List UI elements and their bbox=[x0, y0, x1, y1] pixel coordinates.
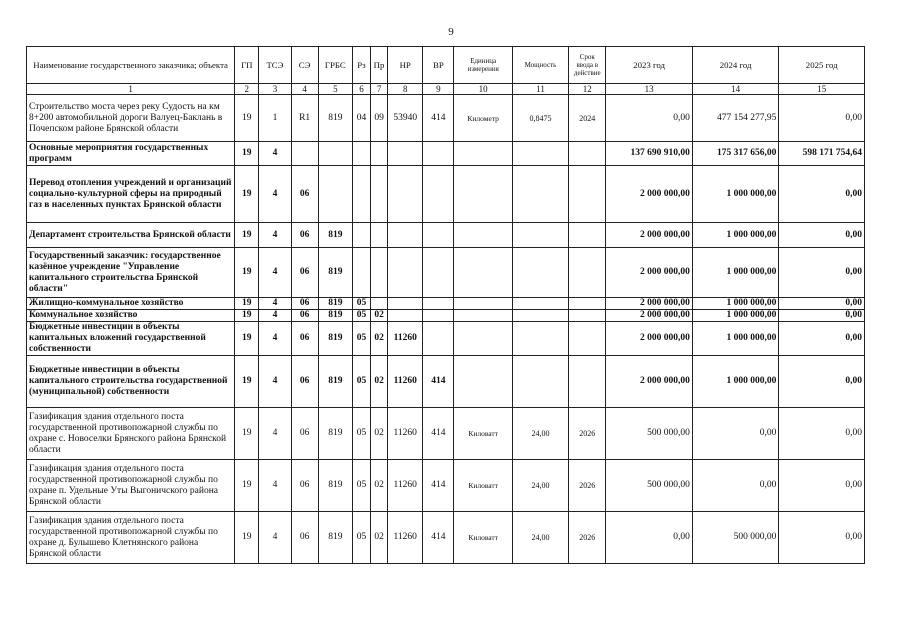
table-row bbox=[27, 166, 865, 223]
table-cell: 0,00 bbox=[692, 460, 779, 512]
header-cell: Мощность bbox=[512, 47, 568, 84]
table-cell: 137 690 910,00 bbox=[606, 142, 693, 166]
table-row bbox=[27, 223, 865, 248]
table-cell: 0,8475 bbox=[512, 95, 568, 142]
table-cell: 1 bbox=[259, 95, 291, 142]
table-cell: 4 bbox=[259, 408, 291, 460]
table-cell: 11260 bbox=[388, 408, 423, 460]
table-cell bbox=[454, 310, 512, 322]
table-cell: 819 bbox=[318, 298, 352, 310]
table-cell bbox=[512, 248, 568, 298]
table-cell bbox=[423, 298, 454, 310]
column-number: 13 bbox=[606, 84, 693, 95]
table-row bbox=[27, 95, 865, 142]
table-cell bbox=[423, 142, 454, 166]
table-row bbox=[27, 322, 865, 356]
table-row bbox=[27, 460, 865, 512]
header-cell: СЭ bbox=[291, 47, 318, 84]
header-cell: ТСЭ bbox=[259, 47, 291, 84]
table-cell: 500 000,00 bbox=[606, 408, 693, 460]
table-cell: 819 bbox=[318, 322, 352, 356]
table-cell: 11260 bbox=[388, 460, 423, 512]
column-number: 2 bbox=[235, 84, 259, 95]
table-cell: 477 154 277,95 bbox=[692, 95, 779, 142]
table-cell: 819 bbox=[318, 223, 352, 248]
table-cell bbox=[388, 142, 423, 166]
page-number: 9 bbox=[448, 26, 454, 38]
table-cell: 819 bbox=[318, 310, 352, 322]
table-cell: 06 bbox=[291, 322, 318, 356]
table-cell: 2 000 000,00 bbox=[606, 298, 693, 310]
table-cell bbox=[569, 142, 606, 166]
table-row bbox=[27, 248, 865, 298]
table-cell: 0,00 bbox=[779, 95, 865, 142]
object-name-cell: Государственный заказчик: государственное казённое учреждение "Управление капитального строительства Брянской области" bbox=[27, 248, 235, 298]
table-cell: 2026 bbox=[569, 408, 606, 460]
object-name-cell: Газификация здания отдельного поста государственной противопожарной службы по охране п. Удельные Уты Выгоничского района Брянской области bbox=[27, 460, 235, 512]
table-cell bbox=[423, 248, 454, 298]
table-cell: 819 bbox=[318, 356, 352, 408]
table-cell: 19 bbox=[235, 166, 259, 223]
table-cell: 53940 bbox=[388, 95, 423, 142]
header-cell: ВР bbox=[423, 47, 454, 84]
table-cell: 05 bbox=[352, 408, 370, 460]
table-cell: 24,00 bbox=[512, 460, 568, 512]
table-cell: 819 bbox=[318, 512, 352, 564]
table-cell: 11260 bbox=[388, 512, 423, 564]
object-name-cell: Бюджетные инвестиции в объекты капитальных вложений государственной собственности bbox=[27, 322, 235, 356]
table-cell bbox=[569, 298, 606, 310]
table-cell: 09 bbox=[371, 95, 388, 142]
table-cell bbox=[388, 223, 423, 248]
table-cell bbox=[371, 223, 388, 248]
object-name-cell: Перевод отопления учреждений и организаций социально-культурной сферы на природный газ в населенных пунктах Брянской области bbox=[27, 166, 235, 223]
table-cell: 0,00 bbox=[779, 512, 865, 564]
table-cell: 4 bbox=[259, 460, 291, 512]
table-cell: 02 bbox=[371, 408, 388, 460]
table-cell: 19 bbox=[235, 95, 259, 142]
column-number: 3 bbox=[259, 84, 291, 95]
table-cell bbox=[318, 166, 352, 223]
table-cell: 0,00 bbox=[779, 248, 865, 298]
table-cell: Киловатт bbox=[454, 408, 512, 460]
table-cell bbox=[454, 223, 512, 248]
header-row bbox=[27, 47, 865, 84]
table-cell bbox=[569, 356, 606, 408]
table-cell bbox=[371, 166, 388, 223]
table-cell bbox=[569, 322, 606, 356]
table-cell: 4 bbox=[259, 356, 291, 408]
budget-table bbox=[26, 46, 865, 564]
column-number: 6 bbox=[352, 84, 370, 95]
table-cell bbox=[454, 248, 512, 298]
table-cell bbox=[388, 298, 423, 310]
table-cell: 19 bbox=[235, 298, 259, 310]
table-cell bbox=[569, 310, 606, 322]
table-body bbox=[27, 95, 865, 564]
table-cell: 4 bbox=[259, 298, 291, 310]
table-row bbox=[27, 356, 865, 408]
table-cell bbox=[512, 223, 568, 248]
table-cell: 4 bbox=[259, 322, 291, 356]
table-cell: 2024 bbox=[569, 95, 606, 142]
table-cell: 19 bbox=[235, 460, 259, 512]
column-number: 11 bbox=[512, 84, 568, 95]
table-cell: 02 bbox=[371, 310, 388, 322]
header-cell: Единица измерения bbox=[454, 47, 512, 84]
column-number: 10 bbox=[454, 84, 512, 95]
column-number: 15 bbox=[779, 84, 865, 95]
table-cell: 0,00 bbox=[779, 166, 865, 223]
table-cell: 1 000 000,00 bbox=[692, 166, 779, 223]
object-name-cell: Газификация здания отдельного поста государственной противопожарной службы по охране д. Булышево Клетнянского района Брянской области bbox=[27, 512, 235, 564]
object-name-cell: Бюджетные инвестиции в объекты капитального строительства государственной (муниципальной) собственности bbox=[27, 356, 235, 408]
table-cell: 1 000 000,00 bbox=[692, 322, 779, 356]
column-number: 8 bbox=[388, 84, 423, 95]
table-cell: 0,00 bbox=[606, 512, 693, 564]
table-cell bbox=[512, 356, 568, 408]
table-cell: 04 bbox=[352, 95, 370, 142]
object-name-cell: Департамент строительства Брянской области bbox=[27, 223, 235, 248]
table-cell: Киловатт bbox=[454, 512, 512, 564]
table-cell bbox=[454, 166, 512, 223]
column-number: 5 bbox=[318, 84, 352, 95]
table-cell: 05 bbox=[352, 460, 370, 512]
table-cell: 06 bbox=[291, 460, 318, 512]
table-cell: 0,00 bbox=[692, 408, 779, 460]
table-cell: 500 000,00 bbox=[692, 512, 779, 564]
column-number: 7 bbox=[371, 84, 388, 95]
table-cell: 0,00 bbox=[779, 408, 865, 460]
table-cell: 2 000 000,00 bbox=[606, 166, 693, 223]
table-cell: 414 bbox=[423, 95, 454, 142]
table-cell: 2 000 000,00 bbox=[606, 248, 693, 298]
table-cell bbox=[454, 142, 512, 166]
table-cell: 19 bbox=[235, 512, 259, 564]
table-cell: 11260 bbox=[388, 356, 423, 408]
table-cell: 06 bbox=[291, 310, 318, 322]
table-cell: Километр bbox=[454, 95, 512, 142]
table-cell: 2 000 000,00 bbox=[606, 322, 693, 356]
table-cell: 1 000 000,00 bbox=[692, 223, 779, 248]
table-cell bbox=[512, 310, 568, 322]
table-cell bbox=[454, 298, 512, 310]
table-cell: 0,00 bbox=[779, 460, 865, 512]
table-cell: 819 bbox=[318, 95, 352, 142]
table-cell: 11260 bbox=[388, 322, 423, 356]
table-cell: 24,00 bbox=[512, 512, 568, 564]
table-cell: 4 bbox=[259, 166, 291, 223]
table-row bbox=[27, 298, 865, 310]
table-cell bbox=[388, 166, 423, 223]
table-cell bbox=[512, 322, 568, 356]
table-cell bbox=[318, 142, 352, 166]
table-cell bbox=[454, 356, 512, 408]
table-row bbox=[27, 512, 865, 564]
object-name-cell: Основные мероприятия государственных программ bbox=[27, 142, 235, 166]
header-cell: 2025 год bbox=[779, 47, 865, 84]
object-name-cell: Газификация здания отдельного поста государственной противопожарной службы по охране с. Новоселки Брянского района Брянской области bbox=[27, 408, 235, 460]
table-cell: 0,00 bbox=[779, 310, 865, 322]
table-cell bbox=[371, 142, 388, 166]
table-cell bbox=[569, 223, 606, 248]
table-cell: 4 bbox=[259, 142, 291, 166]
table-cell: 414 bbox=[423, 460, 454, 512]
table-cell: 819 bbox=[318, 460, 352, 512]
table-cell: 4 bbox=[259, 223, 291, 248]
table-cell: 05 bbox=[352, 310, 370, 322]
table-cell: 1 000 000,00 bbox=[692, 298, 779, 310]
table-cell: 2026 bbox=[569, 512, 606, 564]
header-cell: Рз bbox=[352, 47, 370, 84]
table-cell: 02 bbox=[371, 460, 388, 512]
header-cell: Срок ввода в действие bbox=[569, 47, 606, 84]
table-cell: 02 bbox=[371, 322, 388, 356]
object-name-cell: Жилищно-коммунальное хозяйство bbox=[27, 298, 235, 310]
table-cell bbox=[388, 248, 423, 298]
table-cell: 19 bbox=[235, 248, 259, 298]
table-cell bbox=[569, 248, 606, 298]
table-cell: 4 bbox=[259, 310, 291, 322]
table-cell bbox=[512, 298, 568, 310]
table-cell: 06 bbox=[291, 356, 318, 408]
table-cell: 05 bbox=[352, 356, 370, 408]
table-row bbox=[27, 310, 865, 322]
table-cell bbox=[388, 310, 423, 322]
table-cell: 1 000 000,00 bbox=[692, 248, 779, 298]
column-number: 4 bbox=[291, 84, 318, 95]
header-cell: ГП bbox=[235, 47, 259, 84]
table-cell: 06 bbox=[291, 298, 318, 310]
table-cell bbox=[569, 166, 606, 223]
table-cell bbox=[423, 310, 454, 322]
table-cell: 19 bbox=[235, 310, 259, 322]
column-number: 12 bbox=[569, 84, 606, 95]
table-cell bbox=[352, 223, 370, 248]
table-cell: 19 bbox=[235, 223, 259, 248]
header-cell: ГРБС bbox=[318, 47, 352, 84]
table-cell: 06 bbox=[291, 223, 318, 248]
table-cell bbox=[291, 142, 318, 166]
table-cell: 414 bbox=[423, 408, 454, 460]
header-cell: Пр bbox=[371, 47, 388, 84]
table-cell: 05 bbox=[352, 512, 370, 564]
table-cell: 2026 bbox=[569, 460, 606, 512]
table-cell: 19 bbox=[235, 356, 259, 408]
table-cell: 02 bbox=[371, 512, 388, 564]
table-cell: 0,00 bbox=[779, 223, 865, 248]
object-name-cell: Строительство моста через реку Судость на км 8+200 автомобильной дороги Валуец-Баклань в Почепском районе Брянской области bbox=[27, 95, 235, 142]
header-cell: 2024 год bbox=[692, 47, 779, 84]
table-cell: 4 bbox=[259, 512, 291, 564]
table-cell: R1 bbox=[291, 95, 318, 142]
column-number: 14 bbox=[692, 84, 779, 95]
table-cell bbox=[352, 166, 370, 223]
table-cell: 19 bbox=[235, 142, 259, 166]
table-cell bbox=[423, 223, 454, 248]
table-cell: 02 bbox=[371, 356, 388, 408]
table-cell: 24,00 bbox=[512, 408, 568, 460]
table-cell: 2 000 000,00 bbox=[606, 223, 693, 248]
table-cell bbox=[423, 166, 454, 223]
table-cell: 06 bbox=[291, 248, 318, 298]
table-cell: 0,00 bbox=[779, 298, 865, 310]
table-cell: 19 bbox=[235, 322, 259, 356]
table-cell: 06 bbox=[291, 512, 318, 564]
header-cell: 2023 год bbox=[606, 47, 693, 84]
header-cell: НР bbox=[388, 47, 423, 84]
table-cell: 819 bbox=[318, 248, 352, 298]
object-name-cell: Коммунальное хозяйство bbox=[27, 310, 235, 322]
table-cell: 1 000 000,00 bbox=[692, 310, 779, 322]
table-cell: 0,00 bbox=[779, 322, 865, 356]
table-row bbox=[27, 408, 865, 460]
table-cell: 414 bbox=[423, 356, 454, 408]
table-cell: 0,00 bbox=[606, 95, 693, 142]
table-cell: 05 bbox=[352, 322, 370, 356]
column-number: 1 bbox=[27, 84, 235, 95]
table-cell bbox=[512, 142, 568, 166]
table-cell: 500 000,00 bbox=[606, 460, 693, 512]
header-cell: Наименование государственного заказчика; объекта bbox=[27, 47, 235, 84]
table-cell: 2 000 000,00 bbox=[606, 356, 693, 408]
table-cell bbox=[423, 322, 454, 356]
table-cell: 0,00 bbox=[779, 356, 865, 408]
table-cell bbox=[371, 248, 388, 298]
table-cell: 819 bbox=[318, 408, 352, 460]
column-number: 9 bbox=[423, 84, 454, 95]
table-cell bbox=[352, 248, 370, 298]
table-cell: 1 000 000,00 bbox=[692, 356, 779, 408]
table-cell: 414 bbox=[423, 512, 454, 564]
table-cell: 06 bbox=[291, 408, 318, 460]
column-number-row bbox=[27, 84, 865, 95]
table-cell: 4 bbox=[259, 248, 291, 298]
table-cell: 05 bbox=[352, 298, 370, 310]
table-cell bbox=[512, 166, 568, 223]
table-cell: Киловатт bbox=[454, 460, 512, 512]
table-cell: 19 bbox=[235, 408, 259, 460]
table-cell bbox=[352, 142, 370, 166]
table-cell bbox=[454, 322, 512, 356]
table-row bbox=[27, 142, 865, 166]
table-cell: 2 000 000,00 bbox=[606, 310, 693, 322]
table-cell bbox=[371, 298, 388, 310]
table-cell: 175 317 656,00 bbox=[692, 142, 779, 166]
table-cell: 06 bbox=[291, 166, 318, 223]
table-cell: 598 171 754,64 bbox=[779, 142, 865, 166]
